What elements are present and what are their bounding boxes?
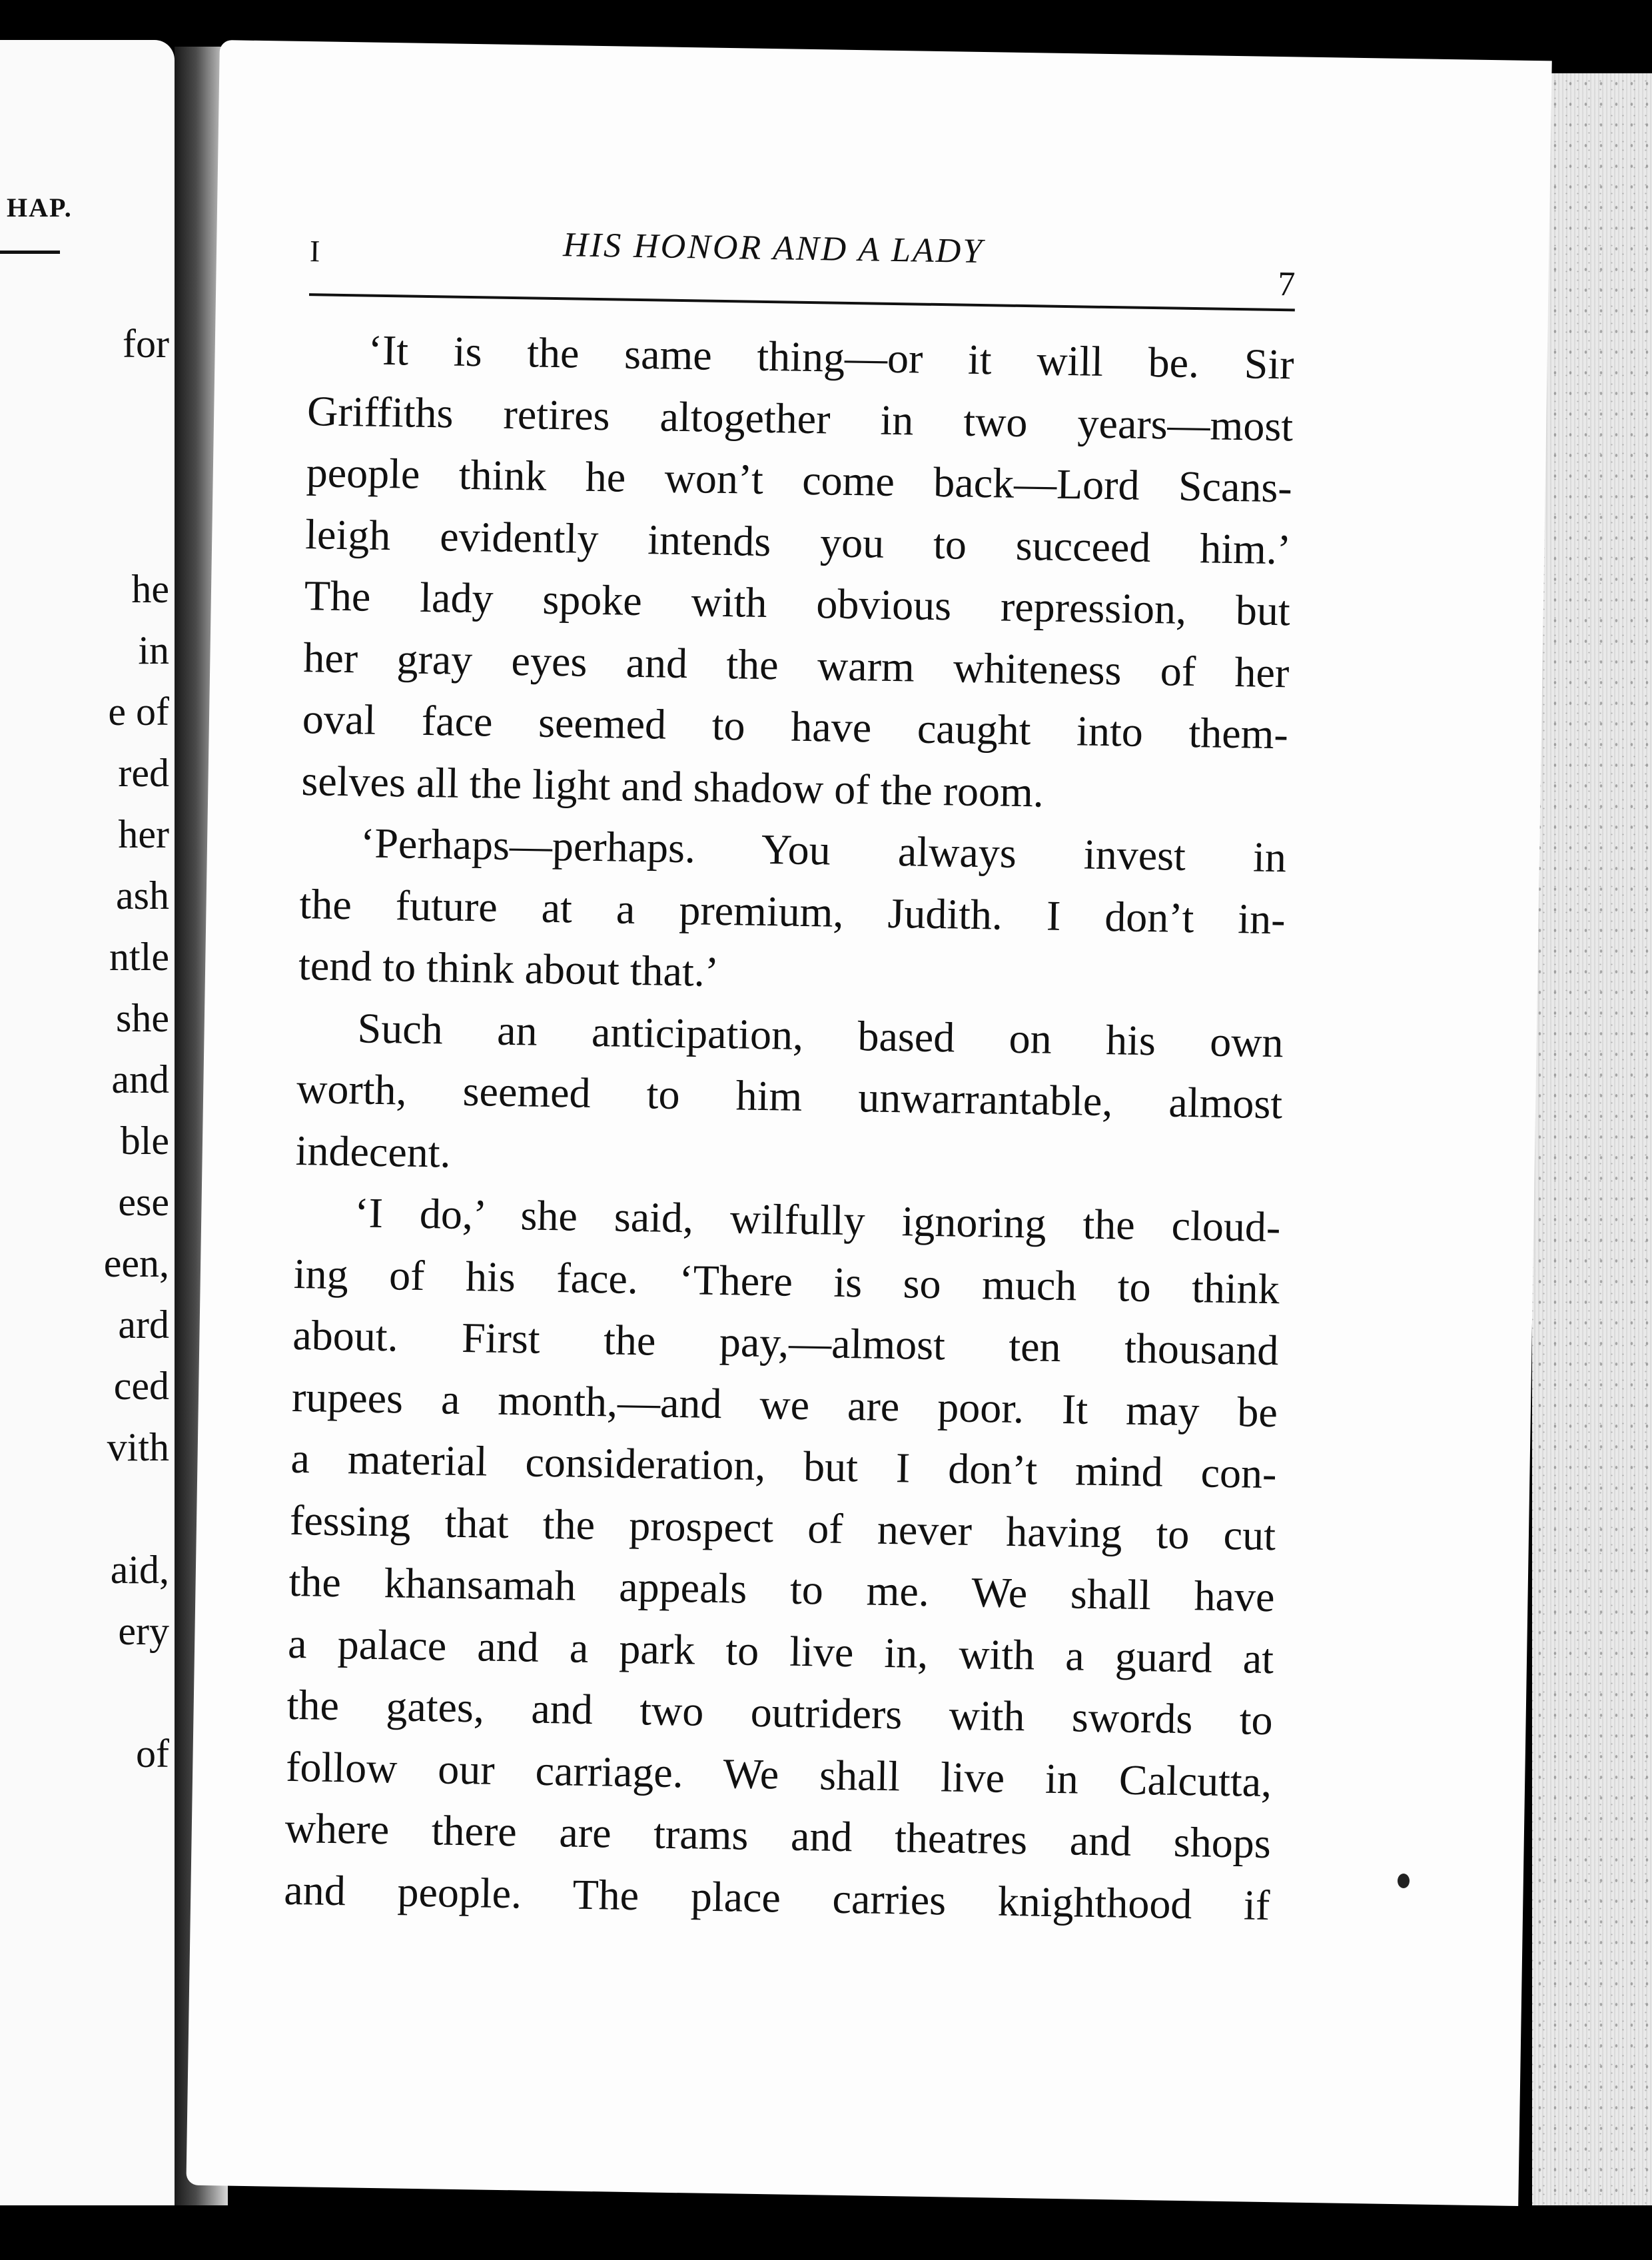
left-page-text-fragments [104,313,169,1784]
text-line: Griffiths retires altogether in two years—most [306,386,1294,450]
text-line: oval face seemed to have caught into them- [302,695,1289,758]
left-page-rule [0,251,60,254]
text-line: the future at a premium, Judith. I don’t in- [299,879,1286,943]
left-page-word: ble [120,1119,169,1163]
left-page-word: in [138,628,169,672]
text-line: a material consideration, but I don’t mind con- [290,1434,1277,1498]
text-line: tend to think about that.’ [298,941,719,995]
text-line: follow our carriage. We shall live in Calcutta, [285,1742,1272,1806]
text-line: indecent. [295,1126,452,1177]
text-line: a palace and a park to live in, with a guard at [287,1619,1274,1682]
left-page-word: for [123,322,169,366]
text-line: Such an anticipation, based on his own [357,1003,1284,1066]
running-title: HIS HONOR AND A LADY [562,226,985,271]
text-line: the khansamah appeals to me. We shall have [288,1557,1276,1621]
text-line: and people. The place carries knighthood if [283,1866,1270,1929]
page-edges [1532,73,1652,2205]
body-text [284,318,1295,1936]
left-page-word: ard [118,1303,169,1347]
left-page-word: ntle [109,935,169,979]
text-line: her gray eyes and the warm whiteness of her [302,633,1290,696]
left-page-word: and [111,1057,169,1101]
text-line: people think he won’t come back—Lord Scans- [306,448,1293,512]
chapter-mark: I [309,234,320,269]
page-number: 7 [1277,265,1296,304]
left-page-word: she [116,996,169,1040]
dust-speck [1398,1874,1410,1888]
left-page-word: her [118,812,169,856]
left-page-word: he [131,567,169,611]
left-page-word: ese [118,1180,169,1224]
left-page [0,40,175,2205]
text-line: ing of his face. ‘There is so much to think [293,1249,1280,1313]
left-page-word [104,436,169,497]
text-line: The lady spoke with obvious repression, but [304,572,1291,635]
text-line: the gates, and two outriders with swords to [286,1680,1274,1744]
left-page-word: e of [108,690,169,734]
left-page-word: of [136,1732,169,1776]
text-line: ‘Perhaps—perhaps. You always invest in [360,819,1287,881]
text-line: about. First the pay,—almost ten thousand [292,1311,1279,1375]
header-rule [309,293,1295,311]
left-page-word: een, [103,1241,169,1285]
text-line: fessing that the prospect of never having to cut [289,1496,1276,1559]
left-page-header: HAP. [7,193,73,223]
left-page-word [104,374,169,436]
page-content [283,201,1296,1929]
left-page-word [104,1478,169,1539]
text-line: leigh evidently intends you to succeed him.’ [304,510,1292,573]
text-line: where there are trams and theatres and shops [284,1804,1272,1868]
left-page-word [104,1662,169,1723]
right-page [186,40,1551,2206]
text-line: rupees a month,—and we are poor. It may be [291,1373,1278,1436]
left-page-word: ash [116,873,169,917]
left-page-word: ery [118,1609,169,1653]
text-line: worth, seemed to him unwarrantable, almost [296,1065,1283,1128]
text-line: ‘It is the same thing—or it will be. Sir [368,326,1295,388]
running-head [309,201,1296,304]
left-page-word: ced [113,1364,169,1408]
left-page-word: vith [107,1425,169,1469]
left-page-word [104,497,169,558]
left-page-word: aid, [110,1548,169,1592]
text-line: selves all the light and shadow of the room. [301,756,1044,816]
text-line: ‘I do,’ she said, wilfully ignoring the cloud- [354,1189,1281,1251]
page-edge-speckle [1532,73,1652,2205]
left-page-word: red [118,751,169,795]
